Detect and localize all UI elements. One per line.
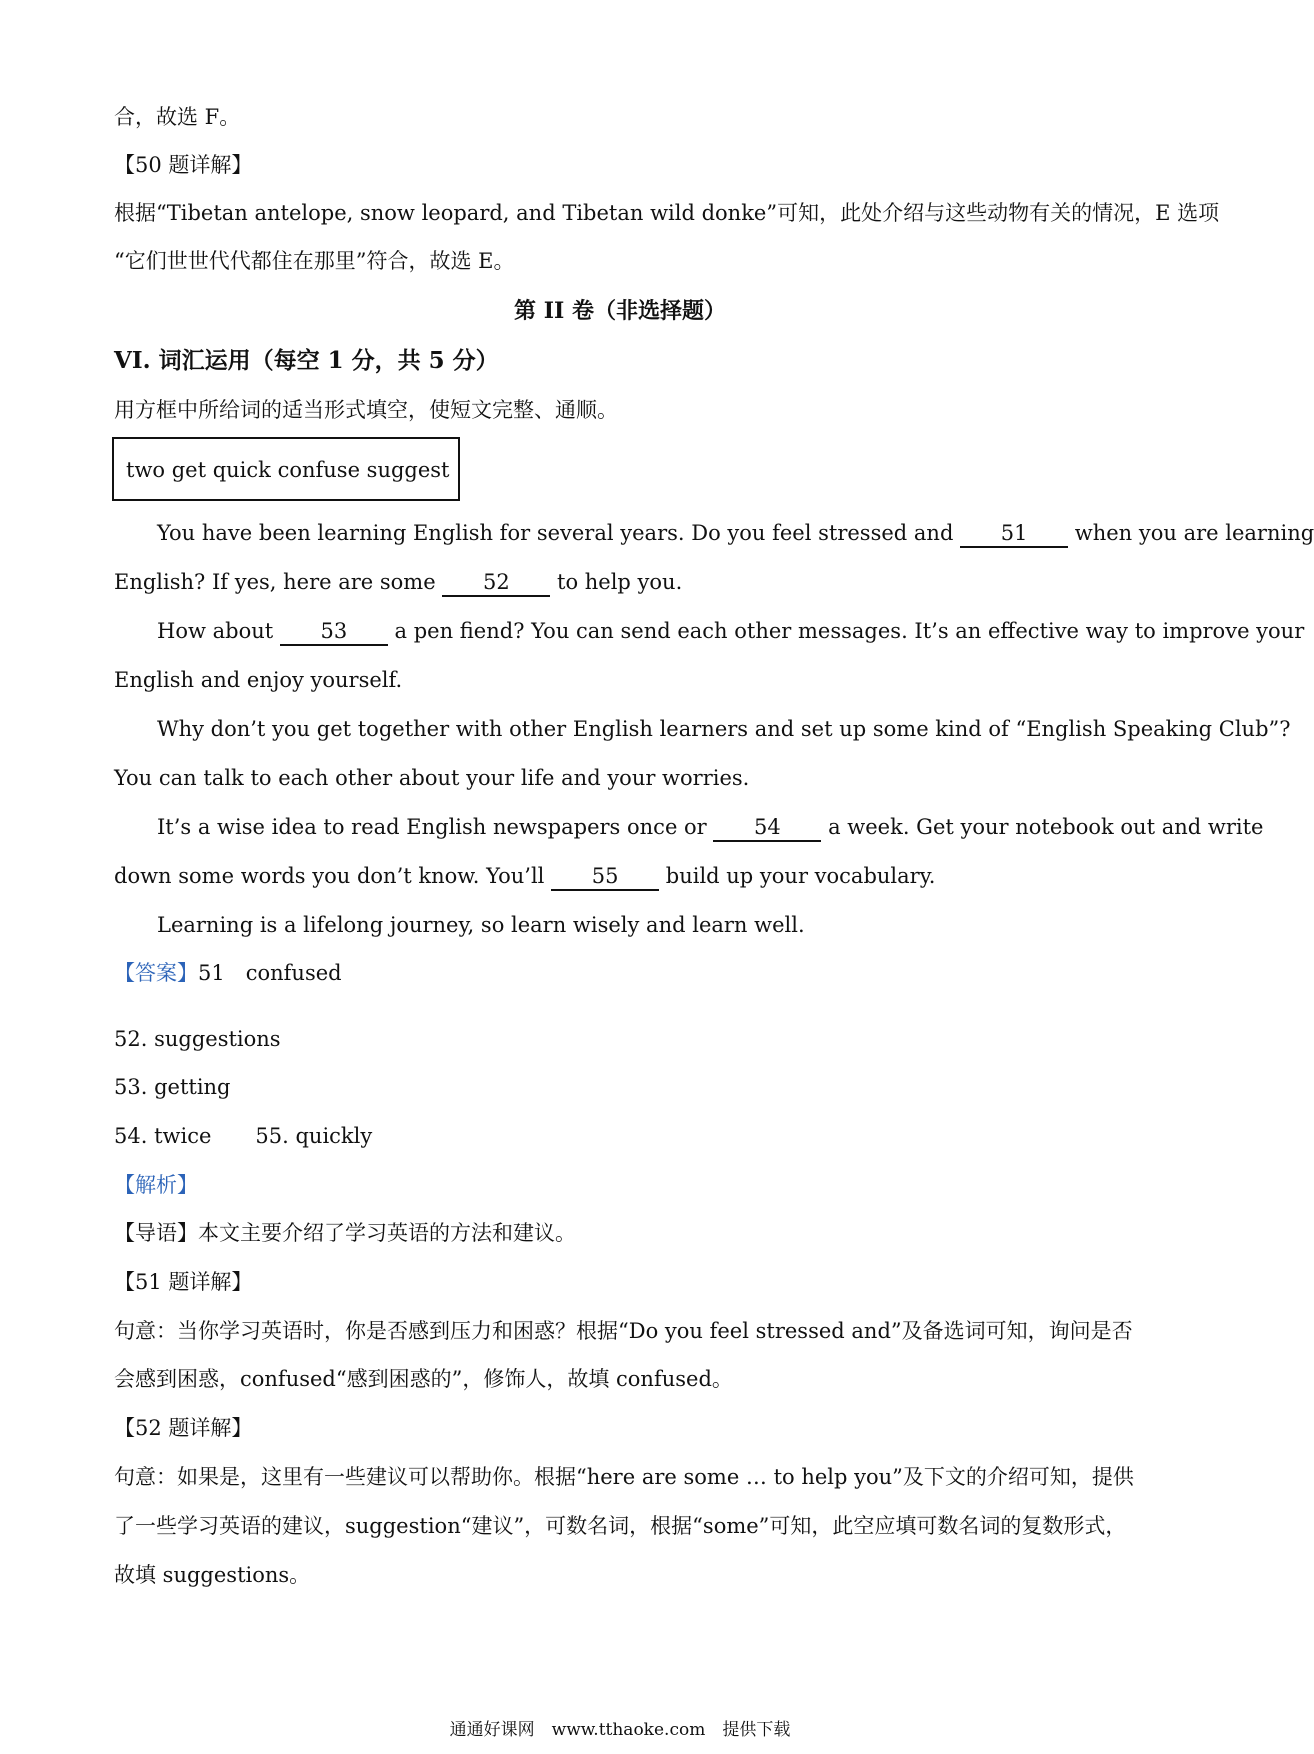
page-footer: 通通好课网 www.tthaoke.com 提供下载 (449, 1720, 791, 1740)
blank-55: 55 (551, 863, 659, 891)
passage-line: English and enjoy yourself. (114, 668, 403, 692)
passage-text: to help you. (550, 570, 683, 594)
passage-line (157, 616, 1304, 646)
text-line: “它们世世代代都住在那里”符合，故选 E。 (114, 249, 515, 273)
instruction: 用方框中所给词的适当形式填空，使短文完整、通顺。 (114, 398, 618, 422)
text-line: 根据“Tibetan antelope, snow leopard, and Tibetan wild donke”可知，此处介绍与这些动物有关的情况，E 选项 (114, 201, 1220, 225)
question-50-title: 【50 题详解】 (114, 153, 253, 177)
analysis-line: 会感到困惑，confused“感到困惑的”，修饰人，故填 confused。 (114, 1367, 733, 1391)
passage-text: It’s a wise idea to read English newspapers once or (157, 815, 714, 839)
word-box (112, 437, 460, 501)
blank-52: 52 (442, 569, 550, 597)
volume-title: 第 II 卷（非选择题） (514, 298, 726, 324)
answer-55: 55. quickly (255, 1124, 373, 1148)
word-box-text: two get quick confuse suggest (126, 458, 450, 482)
passage-line: Why don’t you get together with other English learners and set up some kind of “English Speaking Club”? (157, 717, 1291, 741)
blank-53: 53 (280, 618, 388, 646)
passage-text: How about (157, 619, 280, 643)
analysis-intro: 【导语】本文主要介绍了学习英语的方法和建议。 (114, 1221, 576, 1245)
answer-51: 51 confused (198, 961, 342, 985)
analysis-line: 故填 suggestions。 (114, 1563, 311, 1587)
blank-51: 51 (960, 520, 1068, 548)
passage-line (114, 861, 935, 891)
answer-53: 53. getting (114, 1075, 231, 1099)
passage-text: a pen fiend? You can send each other messages. It’s an effective way to improve your (387, 619, 1305, 643)
passage-text: down some words you don’t know. You’ll (114, 864, 552, 888)
question-51-title: 【51 题详解】 (114, 1270, 253, 1294)
answer-54: 54. twice (114, 1124, 212, 1148)
passage-text: a week. Get your notebook out and write (821, 815, 1264, 839)
analysis-line: 句意：当你学习英语时，你是否感到压力和困惑？根据“Do you feel stressed and”及备选词可知，询问是否 (114, 1319, 1133, 1343)
analysis-line: 句意：如果是，这里有一些建议可以帮助你。根据“here are some … to help you”及下文的介绍可知，提供 (114, 1465, 1134, 1489)
question-52-title: 【52 题详解】 (114, 1416, 253, 1440)
passage-text: when you are learning (1068, 521, 1314, 545)
passage-text: You have been learning English for several years. Do you feel stressed and (157, 521, 961, 545)
answer-label: 【答案】 (114, 961, 198, 985)
analysis-line: 了一些学习英语的建议，suggestion“建议”，可数名词，根据“some”可知，此空应填可数名词的复数形式， (114, 1514, 1127, 1538)
passage-line: You can talk to each other about your life and your worries. (114, 766, 750, 790)
answer-line (114, 1121, 372, 1151)
passage-line (157, 518, 1314, 548)
answer-52: 52. suggestions (114, 1027, 281, 1051)
passage-text: English? If yes, here are some (114, 570, 443, 594)
section-heading: VI. 词汇运用（每空 1 分，共 5 分） (114, 347, 499, 374)
analysis-label: 【解析】 (114, 1173, 198, 1197)
blank-54: 54 (713, 814, 821, 842)
text-line: 合，故选 F。 (114, 105, 241, 129)
passage-line (114, 567, 682, 597)
passage-text: build up your vocabulary. (659, 864, 936, 888)
passage-line (157, 812, 1263, 842)
passage-line: Learning is a lifelong journey, so learn wisely and learn well. (157, 913, 805, 937)
answer-line (114, 958, 342, 988)
